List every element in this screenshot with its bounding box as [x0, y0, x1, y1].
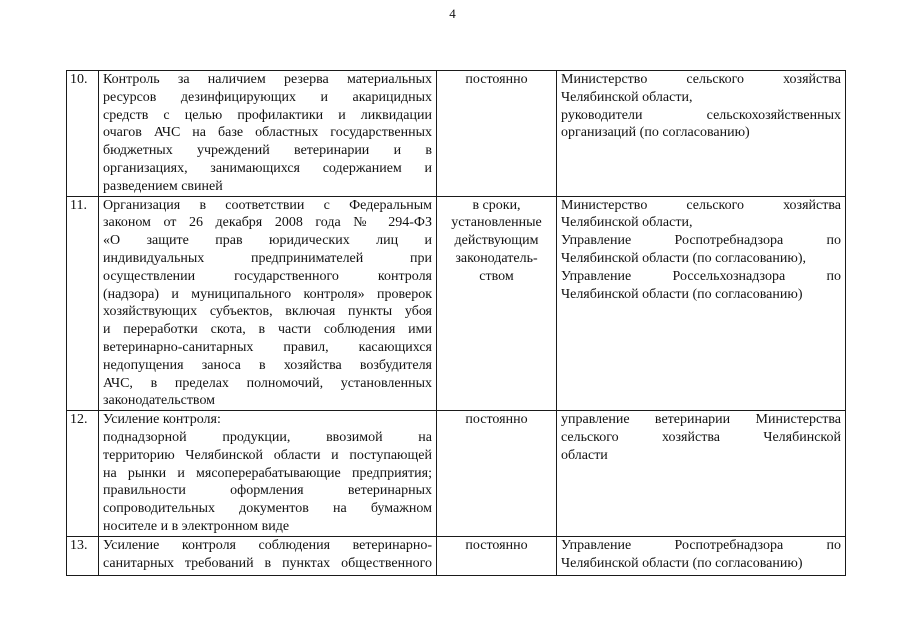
text-line: хозяйствующих субъектов, включая пункты убоя	[103, 304, 432, 320]
text-line: осуществлении государственного контроля	[103, 268, 432, 284]
table-row	[67, 196, 846, 411]
text-line: Усиление контроля соблюдения ветеринарно-	[103, 537, 432, 553]
text-line: законодатель-	[455, 250, 538, 266]
text-line: Челябинской области (по согласованию)	[561, 286, 803, 302]
text-line: в сроки,	[472, 197, 521, 213]
text-line: Управление Россельхознадзора по	[561, 268, 841, 284]
term-cell	[437, 196, 557, 411]
responsible-cell	[557, 71, 846, 197]
measures-table	[66, 70, 846, 576]
term-cell	[437, 411, 557, 537]
table-row	[67, 71, 846, 197]
text-line: средств с целью профилактики и ликвидации	[103, 107, 432, 123]
text-line: ветеринарно-санитарных правил, касающихся	[103, 339, 432, 355]
text-line: носителе и в электронном виде	[103, 518, 290, 534]
text-line: руководители сельскохозяйственных	[561, 107, 841, 123]
text-line: правильности оформления ветеринарных	[103, 483, 432, 499]
text-line: действующим	[454, 233, 539, 249]
text-line: АЧС, в пределах полномочий, установленных	[103, 375, 432, 391]
text-line: организаций (по согласованию)	[561, 125, 750, 141]
text-line: законодательством	[103, 393, 216, 409]
text-line: разведением свиней	[103, 178, 223, 194]
action-cell	[99, 411, 437, 537]
row-number: 12.	[67, 411, 99, 537]
action-cell	[99, 71, 437, 197]
text-line: управление ветеринарии Министерства	[561, 412, 841, 428]
text-line: на рынки и мясоперерабатывающие предприятия;	[103, 465, 432, 481]
text-line: Челябинской области,	[561, 89, 693, 105]
text-line: индивидуальных предпринимателей при	[103, 250, 432, 266]
text-line: постоянно	[465, 537, 528, 553]
text-line: Управление Роспотребнадзора по	[561, 233, 841, 249]
text-line: бюджетных учреждений ветеринарии и в	[103, 143, 432, 159]
text-line: Усиление контроля:	[103, 412, 221, 428]
table-row	[67, 411, 846, 537]
text-line: Челябинской области (по согласованию),	[561, 250, 806, 266]
term-cell	[437, 536, 557, 575]
term-cell	[437, 71, 557, 197]
row-number: 13.	[67, 536, 99, 575]
text-line: области	[561, 447, 608, 463]
responsible-cell	[557, 196, 846, 411]
row-number: 10.	[67, 71, 99, 197]
text-line: и переработки скота, в части соблюдения ими	[103, 322, 432, 338]
page-number: 4	[449, 6, 456, 21]
text-line: Челябинской области (по согласованию)	[561, 555, 803, 571]
text-line: территорию Челябинской области и поступающей	[103, 447, 432, 463]
text-line: сельского хозяйства Челябинской	[561, 429, 841, 445]
action-cell	[99, 196, 437, 411]
text-line: Организация в соответствии с Федеральным	[103, 197, 432, 213]
text-line: Челябинской области,	[561, 215, 693, 231]
text-line: постоянно	[465, 72, 528, 87]
text-line: организациях, занимающихся содержанием и	[103, 160, 432, 176]
text-line: (надзора) и муниципального контроля» проверок	[103, 286, 432, 302]
text-line: сопроводительных документов на бумажном	[103, 501, 432, 517]
table-row	[67, 536, 846, 575]
responsible-cell	[557, 536, 846, 575]
text-line: Управление Роспотребнадзора по	[561, 537, 841, 553]
text-line: «О защите прав юридических лиц и	[103, 233, 432, 249]
text-line: установленные	[451, 215, 542, 231]
text-line: очагов АЧС на базе областных государственных	[103, 125, 432, 141]
responsible-cell	[557, 411, 846, 537]
row-number: 11.	[67, 196, 99, 411]
action-cell	[99, 536, 437, 575]
text-line: ресурсов дезинфицирующих и акарицидных	[103, 89, 432, 105]
text-line: недопущения заноса в хозяйства возбудителя	[103, 357, 432, 373]
text-line: Министерство сельского хозяйства	[561, 72, 841, 87]
text-line: постоянно	[465, 412, 528, 428]
text-line: Контроль за наличием резерва материальных	[103, 72, 432, 87]
text-line: ством	[479, 268, 514, 284]
text-line: санитарных требований в пунктах общественного	[103, 555, 432, 571]
text-line: поднадзорной продукции, ввозимой на	[103, 429, 432, 445]
text-line: законом от 26 декабря 2008 года № 294-ФЗ	[103, 215, 432, 231]
text-line: Министерство сельского хозяйства	[561, 197, 841, 213]
